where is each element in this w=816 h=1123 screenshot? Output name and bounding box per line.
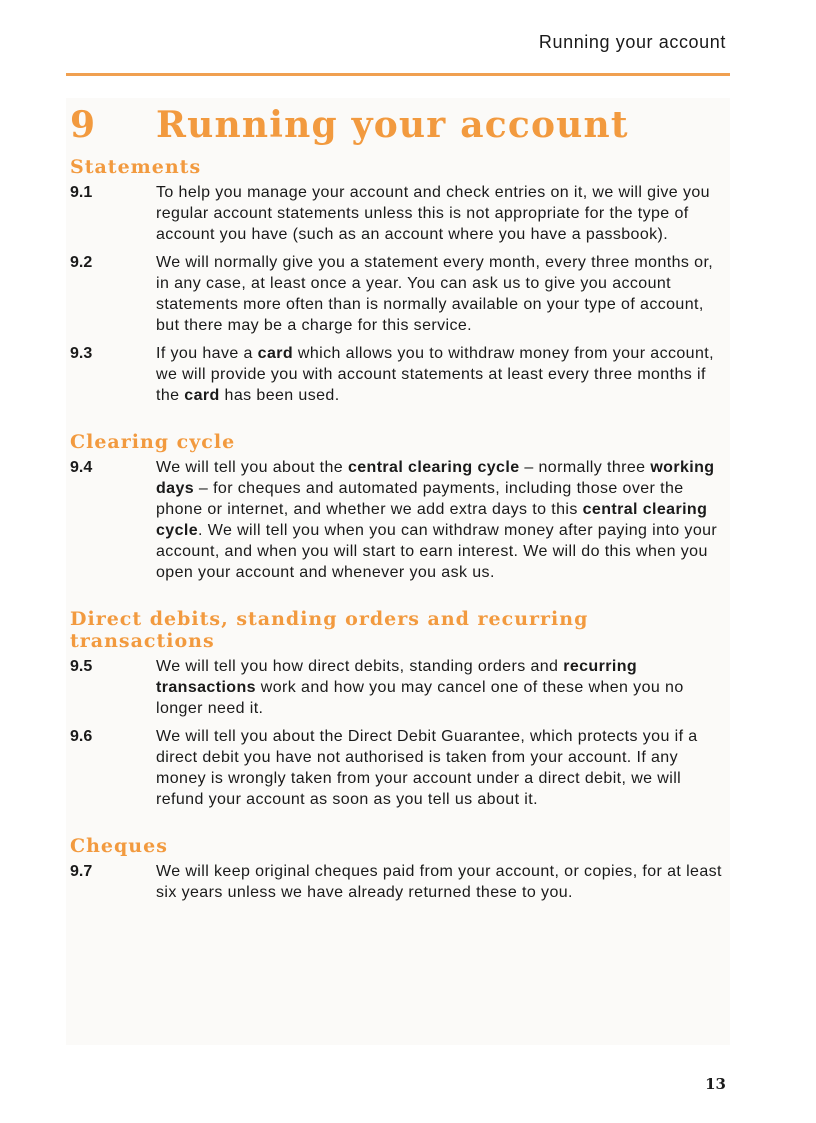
page-content xyxy=(66,98,730,1045)
chapter-heading xyxy=(70,104,730,146)
clause-number: 9.6 xyxy=(70,728,93,745)
clause-number: 9.2 xyxy=(70,254,93,271)
clause-number: 9.5 xyxy=(70,658,93,675)
section-title-clearing-cycle: Clearing cycle xyxy=(70,431,236,453)
page-number: 13 xyxy=(705,1075,726,1093)
section-title-statements: Statements xyxy=(70,156,202,178)
defined-term: central clearing cycle xyxy=(156,501,708,539)
clause-9-6 xyxy=(66,726,730,810)
clause-text: We will tell you about the Direct Debit Guarantee, which protects you if a direct debit you have not authorised is taken from your account. If any money is wrongly taken from your account under a direct debit, we will refund your account as soon as you tell us about it. xyxy=(156,728,698,808)
clause-9-1 xyxy=(66,182,730,245)
clause-9-5 xyxy=(66,656,730,719)
clause-9-3 xyxy=(66,343,730,406)
clause-number: 9.4 xyxy=(70,459,93,476)
clause-number: 9.1 xyxy=(70,184,93,201)
clause-9-4 xyxy=(66,457,730,583)
chapter-number: 9 xyxy=(70,104,97,146)
clause-text: We will tell you about the central clearing cycle – normally three working days – for cheques and automated payments, including those over the phone or internet, and whether we add extra days to this central clearing cycle. We will tell you when you can withdraw money after paying into your account, and when you will start to earn interest. We will do this when you open your account and whenever you ask us. xyxy=(156,459,718,581)
defined-term: card xyxy=(184,387,220,404)
defined-term: working days xyxy=(156,459,715,497)
defined-term: card xyxy=(257,345,294,362)
header-rule xyxy=(66,73,730,76)
defined-term: central clearing cycle xyxy=(347,459,520,476)
section-title-direct-debits: Direct debits, standing orders and recurring transactions xyxy=(70,608,589,652)
clause-number: 9.7 xyxy=(70,863,93,880)
running-header: Running your account xyxy=(538,32,726,52)
section-title-cheques: Cheques xyxy=(70,835,168,857)
clause-9-2 xyxy=(66,252,730,336)
chapter-title: Running your account xyxy=(156,104,629,146)
clause-9-7 xyxy=(66,861,730,903)
clause-text: We will tell you how direct debits, standing orders and recurring transactions work and how you may cancel one of these when you no longer need it. xyxy=(156,658,684,717)
defined-term: recurring transactions xyxy=(156,658,638,696)
clause-number: 9.3 xyxy=(70,345,93,362)
clause-text: We will keep original cheques paid from your account, or copies, for at least six years unless we have already returned these to you. xyxy=(156,863,722,901)
clause-text: If you have a card which allows you to withdraw money from your account, we will provide you with account statements at least every three months if the card has been used. xyxy=(156,345,714,404)
clause-text: To help you manage your account and check entries on it, we will give you regular account statements unless this is not appropriate for the type of account you have (such as an account where you have a passbook). xyxy=(156,184,710,243)
clause-text: We will normally give you a statement every month, every three months or, in any case, at least once a year. You can ask us to give you account statements more often than is normally available on your type of account, but there may be a charge for this service. xyxy=(156,254,714,334)
